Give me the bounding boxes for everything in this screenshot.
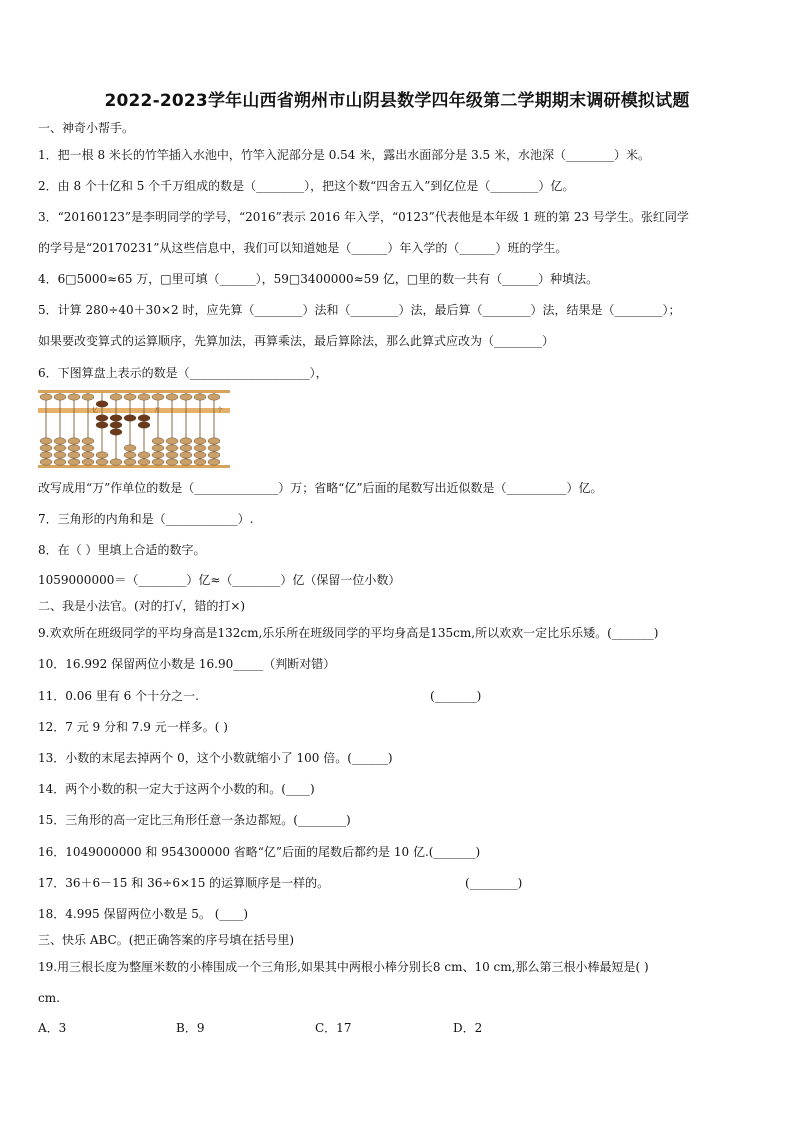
abacus-bead [124,445,136,451]
abacus-bead [54,394,66,400]
question-1: 1．把一根 8 米长的竹竿插入水池中，竹竿入泥部分是 0.54 米，露出水面部分是 3.5 米，水池深（________）米。 [38,148,650,162]
abacus-bead [82,445,94,451]
abacus-bead [68,452,80,458]
abacus-bead [208,459,220,465]
question-19-line-2: cm. [38,991,60,1005]
abacus-bead [208,445,220,451]
abacus-bead [180,452,192,458]
abacus-bead [96,422,108,428]
question-6-line-2: 改写成用“万”作单位的数是（______________）万；省略“亿”后面的尾数写出近似数是（__________）亿。 [38,481,603,495]
abacus-bead [194,438,206,444]
abacus-bead [96,452,108,458]
abacus-bead [180,459,192,465]
abacus-bead [54,438,66,444]
question-3-line-2: 的学号是“20170231”从这些信息中，我们可以知道她是（______）年入学的（______）班的学生。 [38,241,568,255]
abacus-bead [138,422,150,428]
abacus-bead [82,394,94,400]
question-7: 7．三角形的内角和是（____________）. [38,512,254,526]
question-17-answer-blank: (________) [465,876,523,890]
question-5-line-2: 如果要改变算式的运算顺序，先算加法，再算乘法，最后算除法，那么此算式应改为（________） [38,334,555,348]
question-5-line-1: 5．计算 280÷40＋30×2 时，应先算（________）法和（________）法，最后算（________）法，结果是（________）； [38,303,681,317]
abacus-bead [152,452,164,458]
abacus-bead [138,452,150,458]
abacus-bead [138,394,150,400]
abacus-bead [180,438,192,444]
abacus-bead [166,394,178,400]
abacus-bead [124,394,136,400]
abacus-bead [40,445,52,451]
question-2: 2．由 8 个十亿和 5 个千万组成的数是（________），把这个数“四舍五入”到亿位是（________）亿。 [38,179,575,193]
abacus-bead [110,394,122,400]
abacus-bead [68,445,80,451]
question-8-line-1: 8．在（ ）里填上合适的数字。 [38,543,206,557]
section-heading-3: 三、快乐 ABC。(把正确答案的序号填在括号里) [38,933,295,947]
abacus-bead [40,394,52,400]
abacus-bead [152,459,164,465]
abacus-bead [40,452,52,458]
abacus-bead [166,459,178,465]
abacus-bead [124,452,136,458]
abacus-bead [40,438,52,444]
abacus-bead [166,438,178,444]
abacus-bead [138,459,150,465]
question-4: 4．6□5000≈65 万，□里可填（______），59□3400000≈59 亿，□里的数一共有（______）种填法。 [38,272,599,286]
question-11: 11．0.06 里有 6 个十分之一. [38,689,199,703]
section-heading-2: 二、我是小法官。(对的打√，错的打×) [38,599,246,613]
option-c: C．17 [315,1021,352,1035]
abacus-bead [68,459,80,465]
section-heading-1: 一、神奇小帮手。 [38,121,135,135]
abacus-bead [82,459,94,465]
abacus-bead [152,394,164,400]
abacus-figure [38,388,230,470]
abacus-icon [38,388,230,470]
abacus-bead [124,459,136,465]
abacus-bead [54,459,66,465]
abacus-bead [166,452,178,458]
question-19-line-1: 19.用三根长度为整厘米数的小棒围成一个三角形,如果其中两根小棒分别长8 cm、10 cm,那么第三根小棒最短是( ) [38,960,649,974]
abacus-bead [40,459,52,465]
abacus-bead [166,445,178,451]
abacus-bead [208,438,220,444]
abacus-label-yi: 亿 [92,407,99,414]
abacus-bead [110,459,122,465]
option-a: A．3 [38,1021,67,1035]
abacus-bead [180,445,192,451]
abacus-bead [152,445,164,451]
abacus-bead [124,415,136,421]
question-6-line-1: 6．下图算盘上表示的数是（____________________）， [38,366,328,380]
abacus-bead [110,415,122,421]
abacus-bead [194,445,206,451]
page-title: 2022-2023学年山西省朔州市山阴县数学四年级第二学期期末调研模拟试题 [104,91,690,111]
question-13: 13．小数的末尾去掉两个 0，这个小数就缩小了 100 倍。(______) [38,751,393,765]
abacus-bead [82,438,94,444]
question-11-answer-blank: (_______) [430,689,482,703]
abacus-bead [82,452,94,458]
question-15: 15．三角形的高一定比三角形任意一条边都短。(________) [38,813,351,827]
abacus-bead [194,459,206,465]
abacus-bead [68,438,80,444]
question-9: 9.欢欢所在班级同学的平均身高是132cm,乐乐所在班级同学的平均身高是135cm,所以欢欢一定比乐乐矮。(_______) [38,626,659,640]
question-3-line-1: 3．“20160123”是李明同学的学号，“2016”表示 2016 年入学，“0123”代表他是本年级 1 班的第 23 号学生。张红同学 [38,210,689,224]
abacus-label-ge: 个 [217,407,224,414]
question-17: 17．36＋6－15 和 36÷6×15 的运算顺序是一样的。 [38,876,330,890]
abacus-label-wan: 万 [154,407,161,414]
option-d: D．2 [453,1021,483,1035]
abacus-bead [208,452,220,458]
abacus-bead [68,394,80,400]
abacus-bead [110,422,122,428]
abacus-bead [54,445,66,451]
question-14: 14．两个小数的积一定大于这两个小数的和。(____) [38,782,315,796]
abacus-bead [194,452,206,458]
abacus-bead [110,429,122,435]
abacus-bead [138,415,150,421]
abacus-bead [96,459,108,465]
question-12: 12．7 元 9 分和 7.9 元一样多。( ) [38,720,228,734]
abacus-bead [96,415,108,421]
question-16: 16．1049000000 和 954300000 省略“亿”后面的尾数后都约是 10 亿.(_______) [38,845,481,859]
abacus-bead [152,438,164,444]
abacus-bead [180,394,192,400]
question-8-line-2: 1059000000＝（________）亿≈（________）亿（保留一位小数） [38,573,401,587]
abacus-bead [208,394,220,400]
question-18: 18．4.995 保留两位小数是 5。 (____) [38,907,249,921]
abacus-bead [54,452,66,458]
question-10: 10．16.992 保留两位小数是 16.90_____（判断对错） [38,657,336,671]
abacus-bead [194,394,206,400]
option-b: B．9 [176,1021,205,1035]
